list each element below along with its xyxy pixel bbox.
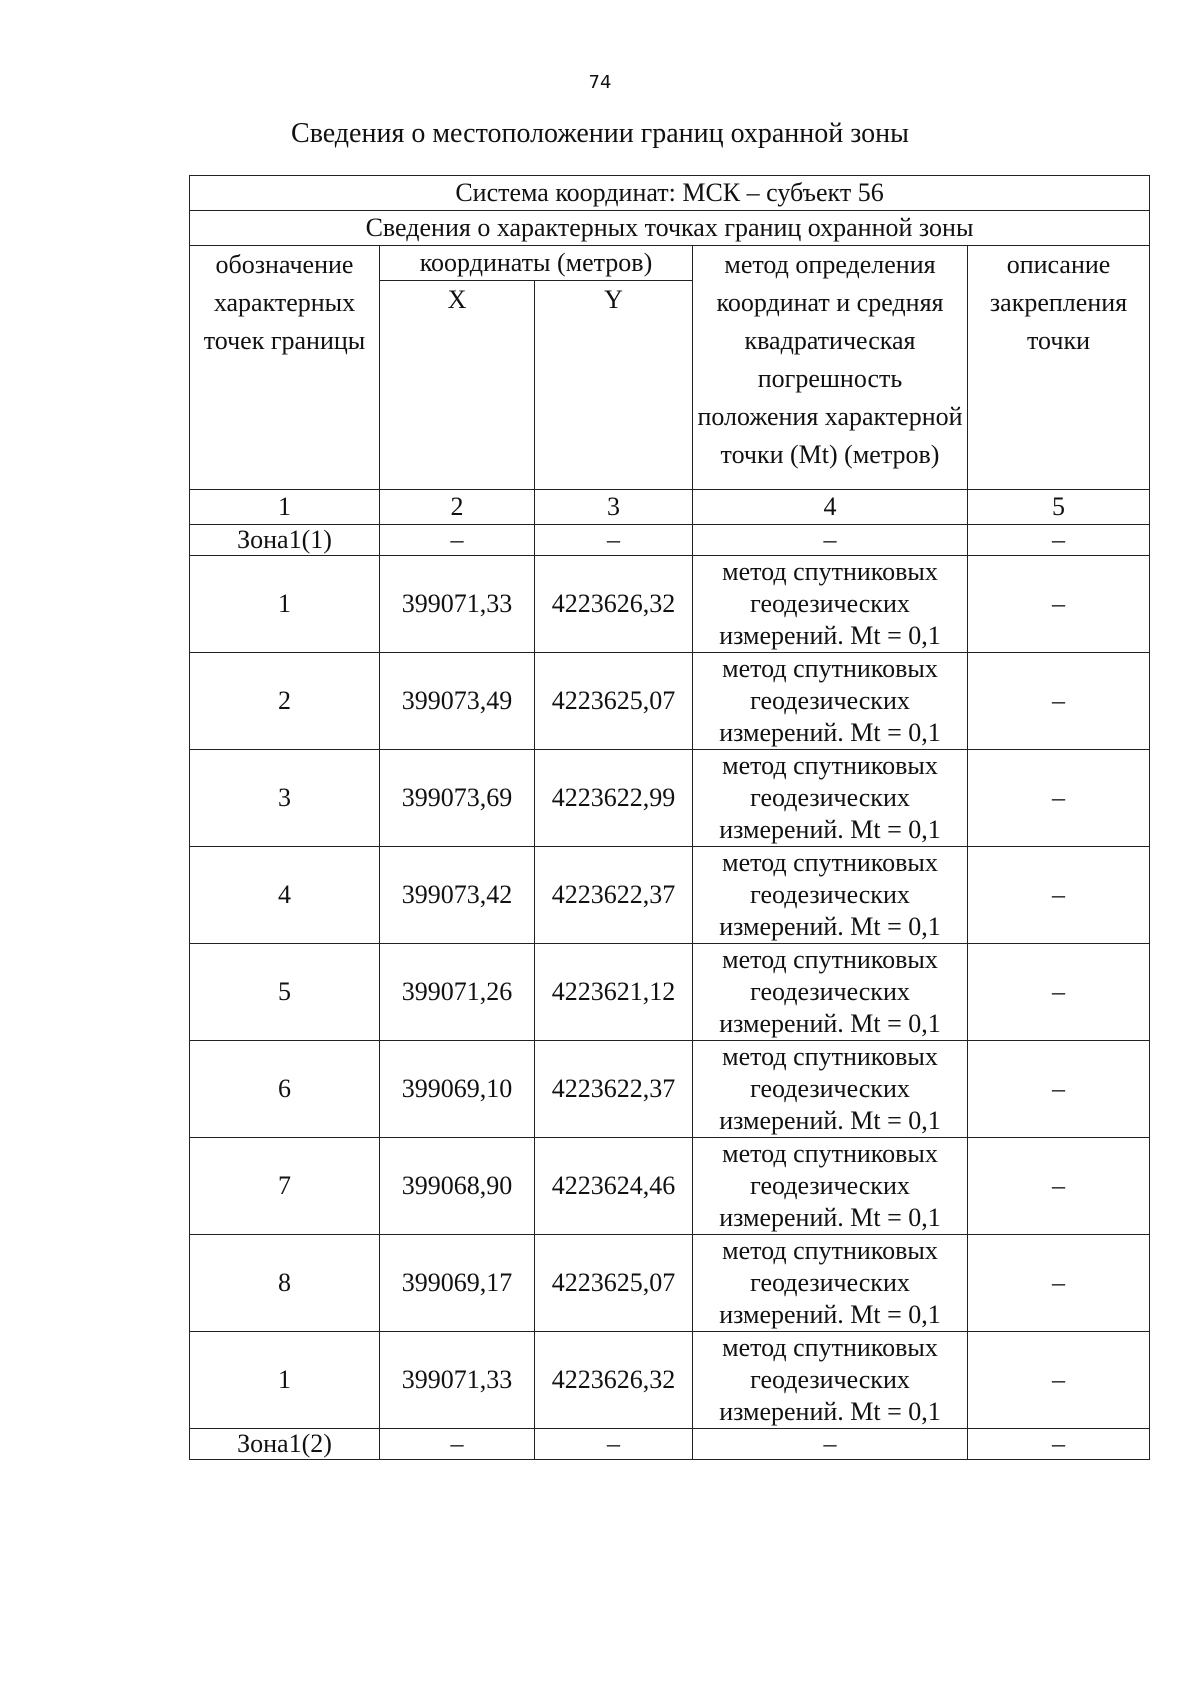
header-y: Y (535, 281, 693, 490)
point-cell: 3 (190, 750, 380, 847)
coordinates-table (189, 175, 1150, 1460)
description-cell: – (968, 944, 1150, 1041)
description-cell: – (968, 750, 1150, 847)
y-coordinate-cell: 4223626,32 (535, 556, 693, 653)
description-cell: – (968, 1235, 1150, 1332)
y-coordinate-cell: 4223622,37 (535, 847, 693, 944)
description-cell: – (968, 847, 1150, 944)
description-cell: – (968, 1138, 1150, 1235)
method-cell: метод спутниковых геодезических измерений. Mt = 0,1 (693, 750, 968, 847)
column-numbers-row (190, 490, 1150, 525)
description-cell: – (968, 1041, 1150, 1138)
zone-label: Зона1(2) (190, 1429, 380, 1460)
table-row (190, 653, 1150, 750)
table-row (190, 944, 1150, 1041)
column-number: 2 (380, 490, 535, 525)
description-cell: – (968, 1332, 1150, 1429)
x-coordinate-cell: 399071,26 (380, 944, 535, 1041)
y-coordinate-cell: 4223622,37 (535, 1041, 693, 1138)
method-cell: метод спутниковых геодезических измерений. Mt = 0,1 (693, 1332, 968, 1429)
y-coordinate-cell: 4223626,32 (535, 1332, 693, 1429)
column-number: 3 (535, 490, 693, 525)
method-cell: метод спутниковых геодезических измерений. Mt = 0,1 (693, 653, 968, 750)
table-row (190, 556, 1150, 653)
header-row (190, 246, 1150, 281)
table-row (190, 847, 1150, 944)
table-row (190, 1235, 1150, 1332)
y-coordinate-cell: 4223622,99 (535, 750, 693, 847)
method-cell: метод спутниковых геодезических измерений. Mt = 0,1 (693, 944, 968, 1041)
table-row (190, 750, 1150, 847)
column-number: 5 (968, 490, 1150, 525)
coord-system-row (190, 176, 1150, 211)
method-cell: метод спутниковых геодезических измерений. Mt = 0,1 (693, 1138, 968, 1235)
description-cell: – (968, 556, 1150, 653)
page-number: 74 (588, 72, 612, 93)
x-coordinate-cell: 399073,42 (380, 847, 535, 944)
y-coordinate-cell: 4223625,07 (535, 1235, 693, 1332)
x-coordinate-cell: 399068,90 (380, 1138, 535, 1235)
y-coordinate-cell: 4223621,12 (535, 944, 693, 1041)
header-designation: обозначение характерных точек границы (190, 246, 380, 490)
zone-end-row (190, 1429, 1150, 1460)
table-row (190, 1332, 1150, 1429)
point-cell: 1 (190, 1332, 380, 1429)
zone-dash: – (968, 1429, 1150, 1460)
section-title-row (190, 211, 1150, 246)
point-cell: 4 (190, 847, 380, 944)
point-cell: 7 (190, 1138, 380, 1235)
zone-start-row (190, 525, 1150, 556)
zone-dash: – (968, 525, 1150, 556)
zone-dash: – (380, 525, 535, 556)
method-cell: метод спутниковых геодезических измерений. Mt = 0,1 (693, 847, 968, 944)
method-cell: метод спутниковых геодезических измерений. Mt = 0,1 (693, 1041, 968, 1138)
method-cell: метод спутниковых геодезических измерений. Mt = 0,1 (693, 1235, 968, 1332)
point-cell: 1 (190, 556, 380, 653)
x-coordinate-cell: 399071,33 (380, 556, 535, 653)
x-coordinate-cell: 399069,10 (380, 1041, 535, 1138)
header-description: описание закрепления точки (968, 246, 1150, 490)
x-coordinate-cell: 399073,69 (380, 750, 535, 847)
zone-dash: – (380, 1429, 535, 1460)
zone-label: Зона1(1) (190, 525, 380, 556)
table-row (190, 1138, 1150, 1235)
x-coordinate-cell: 399071,33 (380, 1332, 535, 1429)
point-cell: 6 (190, 1041, 380, 1138)
header-coordinates: координаты (метров) (380, 246, 693, 281)
y-coordinate-cell: 4223624,46 (535, 1138, 693, 1235)
zone-dash: – (693, 1429, 968, 1460)
zone-dash: – (535, 1429, 693, 1460)
zone-dash: – (693, 525, 968, 556)
method-cell: метод спутниковых геодезических измерений. Mt = 0,1 (693, 556, 968, 653)
table-row (190, 1041, 1150, 1138)
page-title: Сведения о местоположении границ охранной зоны (291, 118, 909, 149)
point-cell: 2 (190, 653, 380, 750)
column-number: 4 (693, 490, 968, 525)
coord-system-cell: Система координат: МСК – субъект 56 (190, 176, 1150, 211)
x-coordinate-cell: 399069,17 (380, 1235, 535, 1332)
zone-dash: – (535, 525, 693, 556)
y-coordinate-cell: 4223625,07 (535, 653, 693, 750)
column-number: 1 (190, 490, 380, 525)
point-cell: 5 (190, 944, 380, 1041)
point-cell: 8 (190, 1235, 380, 1332)
header-x: X (380, 281, 535, 490)
header-method: метод определения координат и средняя квадратическая погрешность положения характерной точки (Mt) (метров) (693, 246, 968, 490)
section-title-cell: Сведения о характерных точках границ охранной зоны (190, 211, 1150, 246)
x-coordinate-cell: 399073,49 (380, 653, 535, 750)
description-cell: – (968, 653, 1150, 750)
